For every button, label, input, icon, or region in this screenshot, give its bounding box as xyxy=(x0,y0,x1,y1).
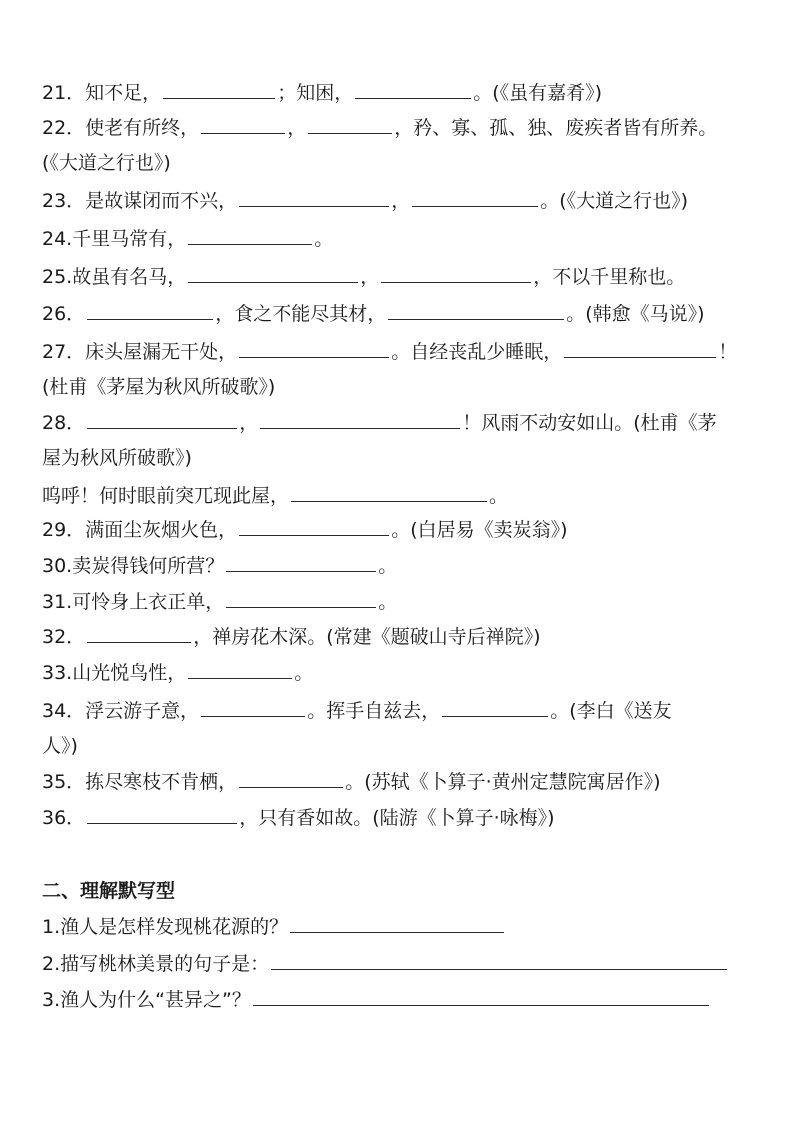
line-text: 二、理解默写型 xyxy=(42,880,176,902)
answer-blank[interactable] xyxy=(188,660,292,679)
answer-blank[interactable] xyxy=(388,301,564,320)
line-text: 22．使老有所终， xyxy=(42,117,200,139)
line-text: 。(韩愈《马说》) xyxy=(566,303,705,325)
line-text: 34．浮云游子意， xyxy=(42,700,200,722)
answer-blank[interactable] xyxy=(87,301,213,320)
answer-blank[interactable] xyxy=(163,80,275,99)
line-text: ，矜、寡、孤、独、废疾者皆有所养。 xyxy=(394,117,718,139)
question-line xyxy=(42,113,717,143)
line-text: 1.渔人是怎样发现桃花源的？ xyxy=(42,916,289,938)
answer-blank[interactable] xyxy=(290,914,504,933)
answer-blank[interactable] xyxy=(87,410,237,429)
line-text: 。 xyxy=(378,591,398,613)
line-text: ，食之不能尽其材， xyxy=(215,303,387,325)
question-line xyxy=(42,949,729,979)
question-line xyxy=(42,731,78,761)
question-line xyxy=(42,262,685,292)
line-text: 。 xyxy=(294,662,314,684)
line-text: 。(白居易《卖炭翁》) xyxy=(391,519,568,541)
line-text: 32． xyxy=(42,626,86,648)
line-text: (杜甫《茅屋为秋风所破歌》) xyxy=(42,376,276,398)
question-line xyxy=(42,299,705,329)
question-line xyxy=(42,224,333,254)
line-text: 2.描写桃林美景的句子是： xyxy=(42,953,270,975)
line-text: 27．床头屋漏无干处， xyxy=(42,341,238,363)
line-text: (《大道之行也》) xyxy=(42,152,171,174)
line-text: 人》) xyxy=(42,735,78,757)
answer-blank[interactable] xyxy=(308,115,392,134)
answer-blank[interactable] xyxy=(87,805,237,824)
question-line xyxy=(42,481,508,511)
question-line xyxy=(42,767,661,797)
line-text: 35．拣尽寒枝不肯栖， xyxy=(42,771,238,793)
question-line xyxy=(42,985,711,1015)
line-text: ！ xyxy=(718,341,738,363)
line-text: 31.可怜身上衣正单， xyxy=(42,591,225,613)
line-text: 36． xyxy=(42,807,86,829)
line-text: 。 xyxy=(314,228,334,250)
answer-blank[interactable] xyxy=(201,115,285,134)
question-line xyxy=(42,78,602,108)
line-text: ，只有香如故。(陆游《卜算子·咏梅》) xyxy=(239,807,555,829)
answer-blank[interactable] xyxy=(260,410,460,429)
answer-blank[interactable] xyxy=(564,339,716,358)
question-line xyxy=(42,337,737,367)
line-text: ，禅房花木深。(常建《题破山寺后禅院》) xyxy=(193,626,541,648)
line-text: 。(《虽有嘉肴》) xyxy=(473,82,603,104)
line-text: ， xyxy=(391,190,411,212)
line-text: 23．是故谋闭而不兴， xyxy=(42,190,238,212)
line-text: 25.故虽有名马， xyxy=(42,266,187,288)
answer-blank[interactable] xyxy=(188,226,312,245)
answer-blank[interactable] xyxy=(226,589,376,608)
line-text: 。自经丧乱少睡眠， xyxy=(391,341,563,363)
question-line xyxy=(42,658,313,688)
answer-blank[interactable] xyxy=(239,769,343,788)
question-line xyxy=(42,372,275,402)
answer-blank[interactable] xyxy=(226,553,376,572)
line-text: 24.千里马常有， xyxy=(42,228,187,250)
line-text: 33.山光悦鸟性， xyxy=(42,662,187,684)
question-line xyxy=(42,696,672,726)
line-text: 21．知不足， xyxy=(42,82,162,104)
answer-blank[interactable] xyxy=(239,517,389,536)
question-line xyxy=(42,587,397,617)
line-text: 。 xyxy=(489,485,509,507)
question-line xyxy=(42,408,717,438)
question-line xyxy=(42,622,541,652)
line-text: ，不以千里称也。 xyxy=(533,266,686,288)
answer-blank[interactable] xyxy=(239,339,389,358)
answer-blank[interactable] xyxy=(291,483,487,502)
answer-blank[interactable] xyxy=(239,188,389,207)
answer-blank[interactable] xyxy=(442,698,548,717)
question-line xyxy=(42,443,192,473)
line-text: 30.卖炭得钱何所营？ xyxy=(42,555,225,577)
question-line xyxy=(42,515,568,545)
line-text: 。挥手自兹去， xyxy=(307,700,441,722)
line-text: 。(《大道之行也》) xyxy=(540,190,689,212)
line-text: ， xyxy=(360,266,380,288)
question-line xyxy=(42,186,688,216)
line-text: 屋为秋风所破歌》) xyxy=(42,447,192,469)
line-text: ， xyxy=(239,412,259,434)
section-heading xyxy=(42,876,175,906)
answer-blank[interactable] xyxy=(253,987,709,1006)
question-line xyxy=(42,551,397,581)
line-text: 。(李白《送友 xyxy=(550,700,672,722)
question-line xyxy=(42,803,555,833)
question-line xyxy=(42,912,506,942)
line-text: 。(苏轼《卜算子·黄州定慧院寓居作》) xyxy=(345,771,661,793)
line-text: 3.渔人为什么“甚异之”？ xyxy=(42,989,251,1011)
answer-blank[interactable] xyxy=(87,624,191,643)
answer-blank[interactable] xyxy=(271,951,727,970)
question-line xyxy=(42,148,171,178)
line-text: 28． xyxy=(42,412,86,434)
line-text: 26． xyxy=(42,303,86,325)
answer-blank[interactable] xyxy=(355,80,471,99)
answer-blank[interactable] xyxy=(201,698,305,717)
answer-blank[interactable] xyxy=(381,264,531,283)
line-text: ， xyxy=(287,117,307,139)
answer-blank[interactable] xyxy=(412,188,538,207)
line-text: ！风雨不动安如山。(杜甫《茅 xyxy=(462,412,717,434)
line-text: ；知困， xyxy=(277,82,354,104)
line-text: 呜呼！何时眼前突兀现此屋， xyxy=(42,485,290,507)
answer-blank[interactable] xyxy=(188,264,358,283)
line-text: 29．满面尘灰烟火色， xyxy=(42,519,238,541)
line-text: 。 xyxy=(378,555,398,577)
